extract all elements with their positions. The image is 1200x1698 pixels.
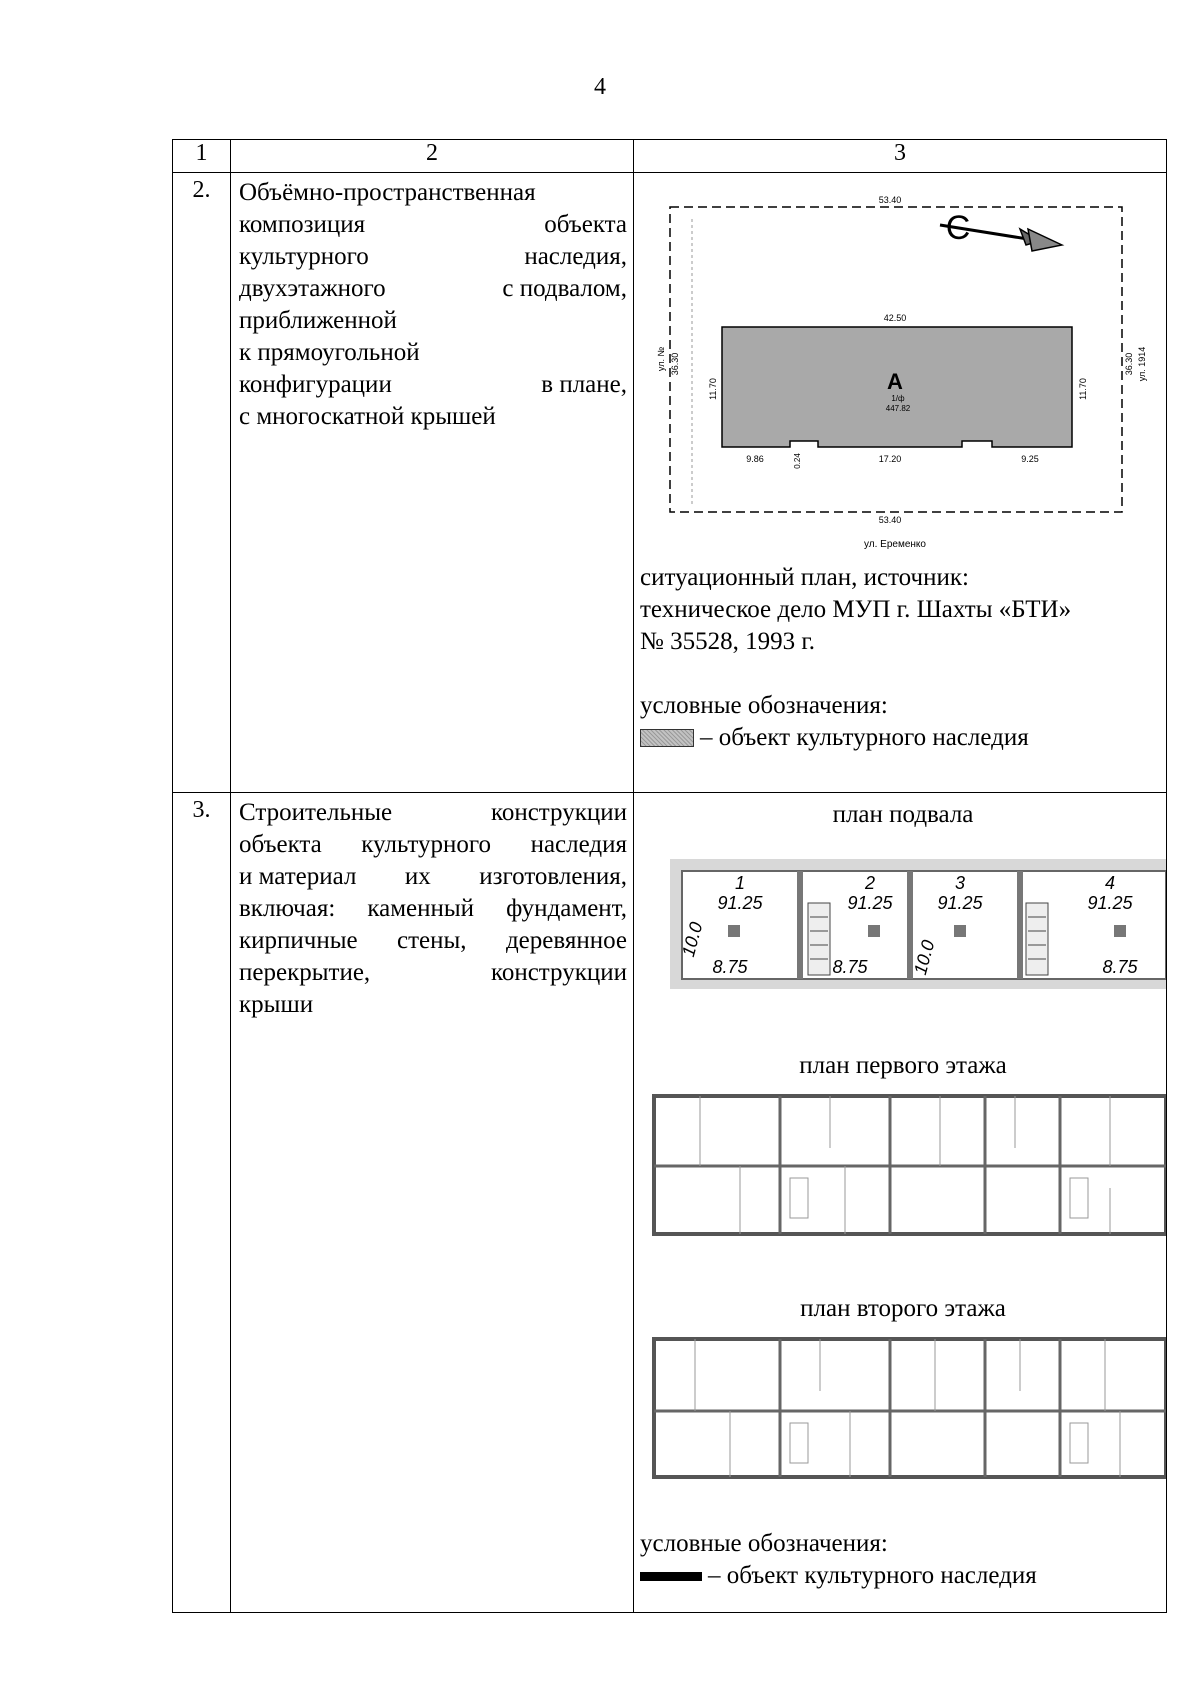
dim-gap: 0.24: [793, 453, 802, 469]
basement-room-area: 91.25: [847, 893, 893, 913]
street-bottom: ул. Еременко: [864, 539, 926, 549]
desc-word: и материал: [239, 863, 357, 890]
desc-word: перекрытие,: [239, 959, 371, 986]
desc-word: с подвалом,: [502, 275, 627, 302]
street-right: ул. 1914: [1137, 346, 1147, 382]
basement-width: 8.75: [712, 957, 748, 977]
desc-line-split: [239, 957, 627, 989]
desc-line-split: [239, 273, 627, 305]
desc-word: Строительные: [239, 799, 393, 826]
desc-line-split: [239, 209, 627, 241]
desc-word: двухэтажного: [239, 275, 386, 302]
header-col-2: 2: [231, 140, 634, 173]
table-row-3: [173, 793, 1167, 1613]
desc-line-split: [239, 925, 627, 957]
header-col-1: 1: [173, 140, 231, 173]
dim-seg-2: 17.20: [878, 454, 902, 464]
desc-word: культурного: [361, 831, 492, 858]
stair-icon: [1026, 903, 1048, 975]
basement-room-area: 91.25: [717, 893, 763, 913]
desc-line-split: [239, 829, 627, 861]
caption-line: ситуационный план, источник:: [640, 564, 969, 591]
header-col-3: 3: [634, 140, 1167, 173]
dim-top: 53.40: [878, 195, 902, 205]
dim-height-right: 11.70: [1078, 378, 1088, 400]
first-floor-plan: [640, 1088, 1166, 1238]
legend-title: условные обозначения:: [640, 1530, 888, 1557]
dim-right: 36.30: [1124, 352, 1134, 376]
building-letter: А: [887, 369, 903, 394]
row-description: [231, 793, 634, 1613]
building-sub: 1/ф: [891, 394, 905, 403]
caption-line: № 35528, 1993 г.: [640, 628, 816, 655]
row-visual-cell: [634, 793, 1167, 1613]
basement-height: 10.0: [678, 919, 707, 959]
desc-word: фундамент,: [506, 895, 627, 922]
desc-line: Объёмно-пространственная: [239, 179, 536, 206]
desc-line-split: [239, 241, 627, 273]
site-plan: [640, 179, 1160, 549]
desc-word: конструкции: [490, 959, 627, 986]
desc-line-split: [239, 861, 627, 893]
plan-second-title: план второго этажа: [800, 1295, 1006, 1322]
building-area: 447.82: [885, 404, 911, 413]
desc-word: конфигурации: [239, 371, 392, 398]
desc-word: кирпичные: [239, 927, 358, 954]
basement-height: 10.0: [910, 937, 939, 977]
desc-word: в плане,: [541, 371, 627, 398]
desc-word: каменный: [367, 895, 475, 922]
desc-word: объекта: [544, 211, 627, 238]
basement-room-num: 2: [864, 873, 876, 893]
desc-word: наследия,: [524, 243, 627, 270]
desc-word: конструкции: [490, 799, 627, 826]
desc-line-split: [239, 369, 627, 401]
basement-room-num: 4: [1104, 873, 1116, 893]
basement-room-area: 91.25: [937, 893, 983, 913]
legend-swatch-gray: [640, 729, 694, 747]
legend-title: условные обозначения:: [640, 692, 888, 719]
table-row-2: [173, 173, 1167, 793]
heritage-table: [172, 139, 1167, 1613]
caption-line: техническое дело МУП г. Шахты «БТИ»: [640, 596, 1072, 623]
basement-plan: [640, 841, 1166, 1001]
table-header-row: [173, 140, 1167, 173]
basement-width: 8.75: [832, 957, 868, 977]
legend-label: – объект культурного наследия: [700, 724, 1029, 751]
legend-swatch-black: [640, 1572, 702, 1581]
row-visual-cell: [634, 173, 1167, 793]
desc-word: изготовления,: [479, 863, 627, 890]
desc-line: крыши: [239, 991, 314, 1018]
basement-room-area: 91.25: [1087, 893, 1133, 913]
desc-line-split: [239, 893, 627, 925]
dim-seg-1: 9.86: [746, 454, 764, 464]
desc-word: наследия: [530, 831, 627, 858]
basement-width: 8.75: [1102, 957, 1138, 977]
desc-word: объекта: [239, 831, 322, 858]
dim-left: 36.30: [670, 352, 680, 376]
north-letter: С: [945, 209, 971, 247]
desc-word: стены,: [397, 927, 467, 954]
basement-room-num: 3: [954, 873, 966, 893]
dim-height-left: 11.70: [708, 378, 718, 400]
plan-first-title: план первого этажа: [799, 1052, 1007, 1079]
desc-word: включая:: [239, 895, 336, 922]
row-description: [231, 173, 634, 793]
second-floor-plan: [640, 1331, 1166, 1481]
desc-line: с многоскатной крышей: [239, 403, 496, 430]
desc-word: культурного: [239, 243, 369, 270]
legend-entry: [640, 1560, 1166, 1592]
site-plan-caption: [640, 562, 1160, 754]
legend-label: – объект культурного наследия: [708, 1562, 1037, 1589]
desc-word: их: [404, 863, 431, 890]
row-number: 2.: [173, 173, 231, 793]
dim-bottom: 53.40: [878, 515, 902, 525]
desc-line: к прямоугольной: [239, 339, 420, 366]
dim-seg-3: 9.25: [1021, 454, 1039, 464]
desc-word: композиция: [239, 211, 366, 238]
dim-building: 42.50: [883, 313, 907, 323]
desc-line-split: [239, 797, 627, 829]
page-number: 4: [594, 74, 606, 100]
plans-legend: [640, 1528, 1166, 1592]
basement-room-num: 1: [734, 873, 746, 893]
stair-icon: [808, 903, 830, 975]
street-left: ул. №: [656, 346, 666, 372]
plan-basement-title: план подвала: [832, 801, 974, 828]
legend-entry: [640, 722, 1160, 754]
row-number: 3.: [173, 793, 231, 1613]
desc-line: приближенной: [239, 307, 397, 334]
desc-word: деревянное: [505, 927, 627, 954]
